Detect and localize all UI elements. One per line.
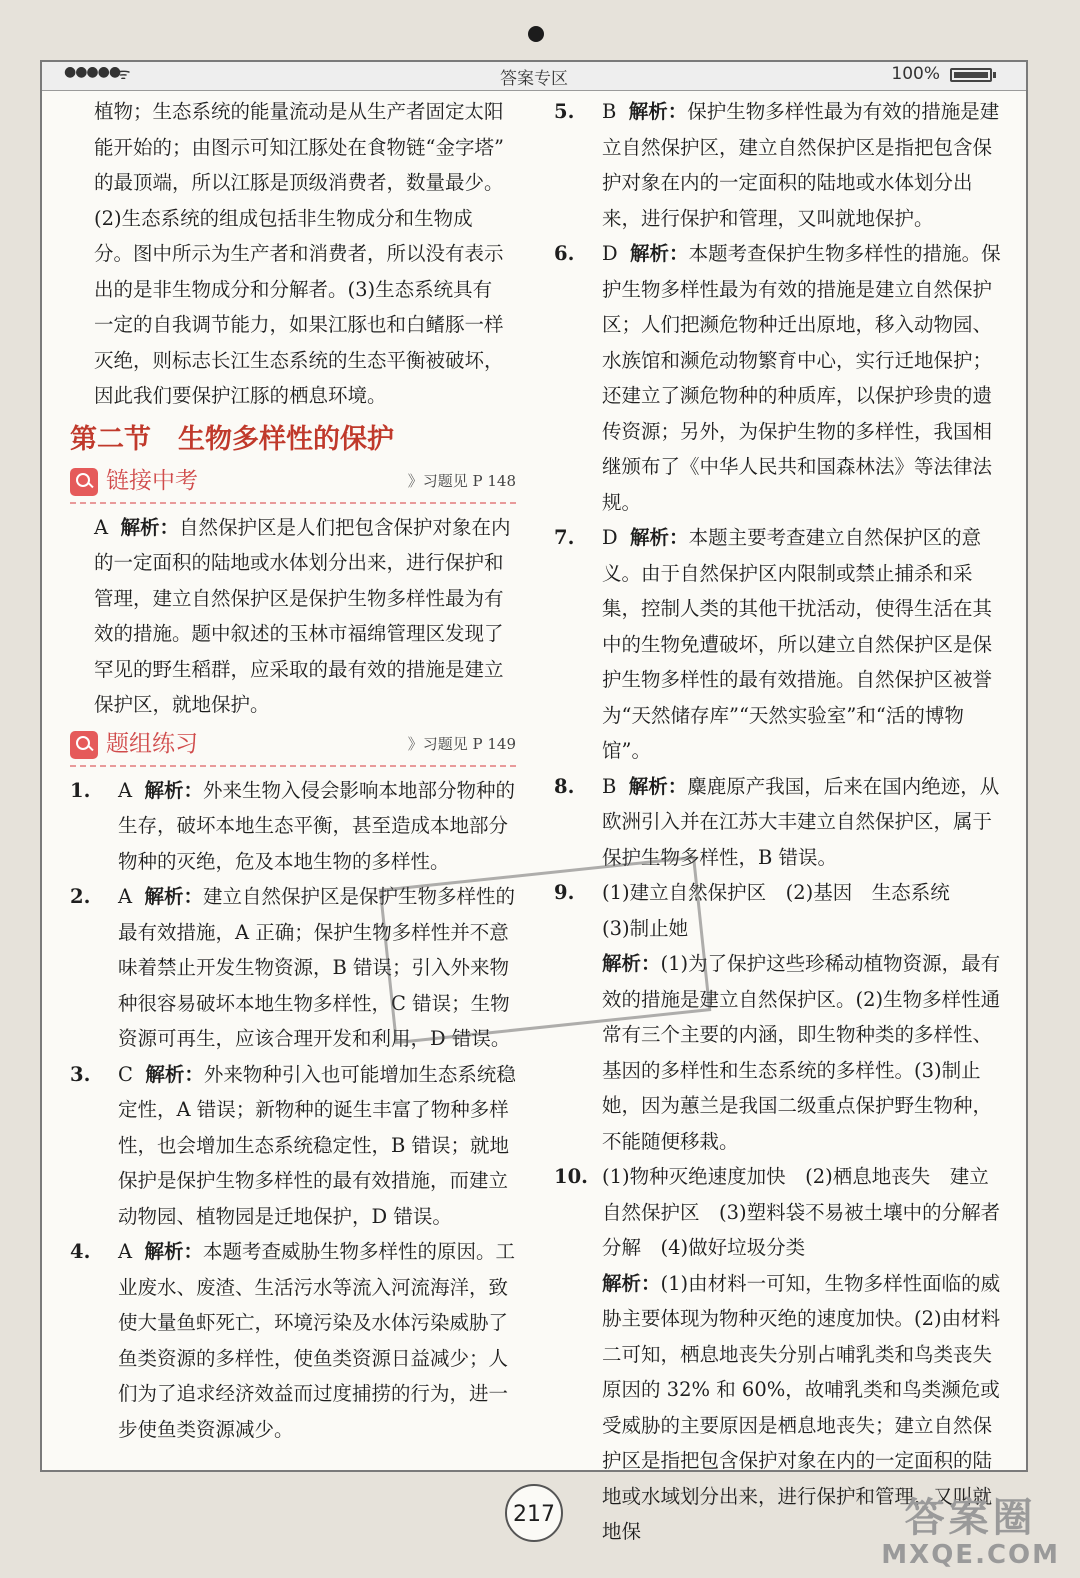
link-ref: 》习题见 P 148: [407, 471, 516, 490]
status-bar: [42, 62, 1026, 91]
text-line: (2)生态系统的组成包括非生物成分和生物成: [94, 206, 473, 230]
battery-icon: [950, 68, 992, 82]
link-title: 链接中考: [106, 467, 198, 494]
divider: [70, 502, 516, 504]
answer-item-7: 7. D 解析：本题主要考查建立自然保护区的意义。由于自然保护区内限制或禁止捕杀和采集，控制人类的其他干扰活动，使得生活在其中的生物免遭破坏，所以建立自然保护区是保护生物多样性的最有效措施。自然保护区被誉为“天然储存库”“天然实验室”和“活的博物馆”。: [554, 526, 993, 762]
text-line: 因此我们要保护江豚的栖息环境。: [94, 384, 387, 407]
group-title: 题组练习: [106, 730, 198, 757]
answer-item-10: 10. (1)物种灭绝速度加快 (2)栖息地丧失 建立自然保护区 (3)塑料袋不易被土壤中的分解者分解 (4)做好垃圾分类 解析：(1)由材料一可知，生物多样性面临的威胁主要体现为物种灭绝的速度加快。(2)由材料二可知，栖息地丧失分别占哺乳类和鸟类丧失原因的 32% 和 60%，故哺乳类和鸟类濒危或受威胁的主要原因是栖息地丧失；建立自然保护区是指把包含保护对象在内的一定面积的陆地或水域划分出来，进行保护和管理，又叫就地保: [554, 1165, 1001, 1543]
group-header: [70, 727, 516, 763]
answer-item-4: 4. A 解析：本题考查威胁生物多样性的原因。工业废水、废渣、生活污水等流入河流海洋，致使大量鱼虾死亡，环境污染及水体污染威胁了鱼类资源的多样性，使鱼类资源日益减少；人们为了追求经济效益而过度捕捞的行为，进一步使鱼类资源减少。: [70, 1240, 516, 1441]
section-title: 第二节 生物多样性的保护: [70, 423, 394, 455]
camera-dot: [528, 26, 544, 42]
text-line: 灭绝，则标志长江生态系统的生态平衡被破坏，: [94, 348, 504, 372]
answer-item-3: 3. C 解析：外来物种引入也可能增加生态系统稳定性，A 错误；新物种的诞生丰富了物种多样性，也会增加生态系统稳定性，B 错误；就地保护是保护生物多样性的最有效措施，而建立动物园、植物园是迁地保护，D 错误。: [70, 1062, 516, 1228]
answer-item-6: 6. D 解析：本题考查保护生物多样性的措施。保护生物多样性最为有效的措施是建立自然保护区；人们把濒危物种迁出原地，移入动物园、水族馆和濒危动物繁育中心，实行迁地保护；还建立了濒危物种的种质库，以保护珍贵的遗传资源；另外，为保护生物的多样性，我国相继颁布了《中华人民共和国森林法》等法律法规。: [554, 242, 1001, 514]
answer-item-2: 2. A 解析：建立自然保护区是保护生物多样性的最有效措施，A 正确；保护生物多样性并不意味着禁止开发生物资源，B 错误；引入外来物种很容易破坏本地生物多样性，C 错误；生物资源可再生，应该合理开发和利用，D 错误。: [70, 885, 516, 1050]
text-line: 的最顶端，所以江豚是顶级消费者，数量最少。: [94, 171, 504, 194]
group-ref: 》习题见 P 149: [407, 734, 516, 753]
link-header: [70, 464, 516, 500]
answer-item-8: 8. B 解析：麋鹿原产我国，后来在国内绝迹，从欧洲引入并在江苏大丰建立自然保护区，属于保护生物多样性，B 错误。: [554, 774, 1000, 869]
left-column: [70, 94, 516, 1447]
intro-paragraph: [70, 94, 516, 414]
link-answer: A 解析：自然保护区是人们把包含保护对象在内的一定面积的陆地或水体划分出来，进行保护和管理，建立自然保护区是保护生物多样性最为有效的措施。题中叙述的玉林市福绵管理区发现了罕见的野生稻群，应采取的最有效的措施是建立保护区，就地保护。: [94, 515, 511, 716]
page-number: 217: [505, 1484, 563, 1542]
answer-item-9: 9. (1)建立自然保护区 (2)基因 生态系统 (3)制止她 解析：(1)为了保护这些珍稀动植物资源，最有效的措施是建立自然保护区。(2)生物多样性通常有三个主要的内涵，即生物种类的多样性、基因的多样性和生态系统的多样性。(3)制止她，因为蕙兰是我国二级重点保护野生物种，不能随便移栽。: [554, 881, 1001, 1153]
text-line: 植物；生态系统的能量流动是从生产者固定太阳: [94, 100, 504, 123]
answer-item-1: 1. A 解析：外来生物入侵会影响本地部分物种的生存，破坏本地生态平衡，甚至造成本地部分物种的灭绝，危及本地生物的多样性。: [70, 778, 516, 873]
search-icon: [70, 731, 98, 759]
answer-item-5: 5. B 解析：保护生物多样性最为有效的措施是建立自然保护区，建立自然保护区是指把包含保护对象在内的一定面积的陆地或水体划分出来，进行保护和管理，又叫就地保护。: [554, 100, 1000, 230]
text-line: 分。图中所示为生产者和消费者，所以没有表示: [94, 242, 504, 265]
text-line: 能开始的；由图示可知江豚处在食物链“金字塔”: [94, 135, 504, 159]
signal-icon: ●●●●●: [64, 64, 121, 80]
divider: [70, 765, 516, 767]
text-line: 一定的自我调节能力，如果江豚也和白鳍豚一样: [94, 313, 504, 336]
wifi-icon: ᯤ: [116, 64, 131, 83]
site-watermark: 答案圈 MXQE.COM: [881, 1495, 1060, 1570]
screen-title: 答案专区: [500, 69, 568, 89]
search-icon: [70, 468, 98, 496]
right-column: [554, 94, 1004, 1550]
text-line: 出的是非生物成分和分解者。(3)生态系统具有: [94, 277, 493, 301]
battery-percent: 100%: [891, 64, 940, 84]
